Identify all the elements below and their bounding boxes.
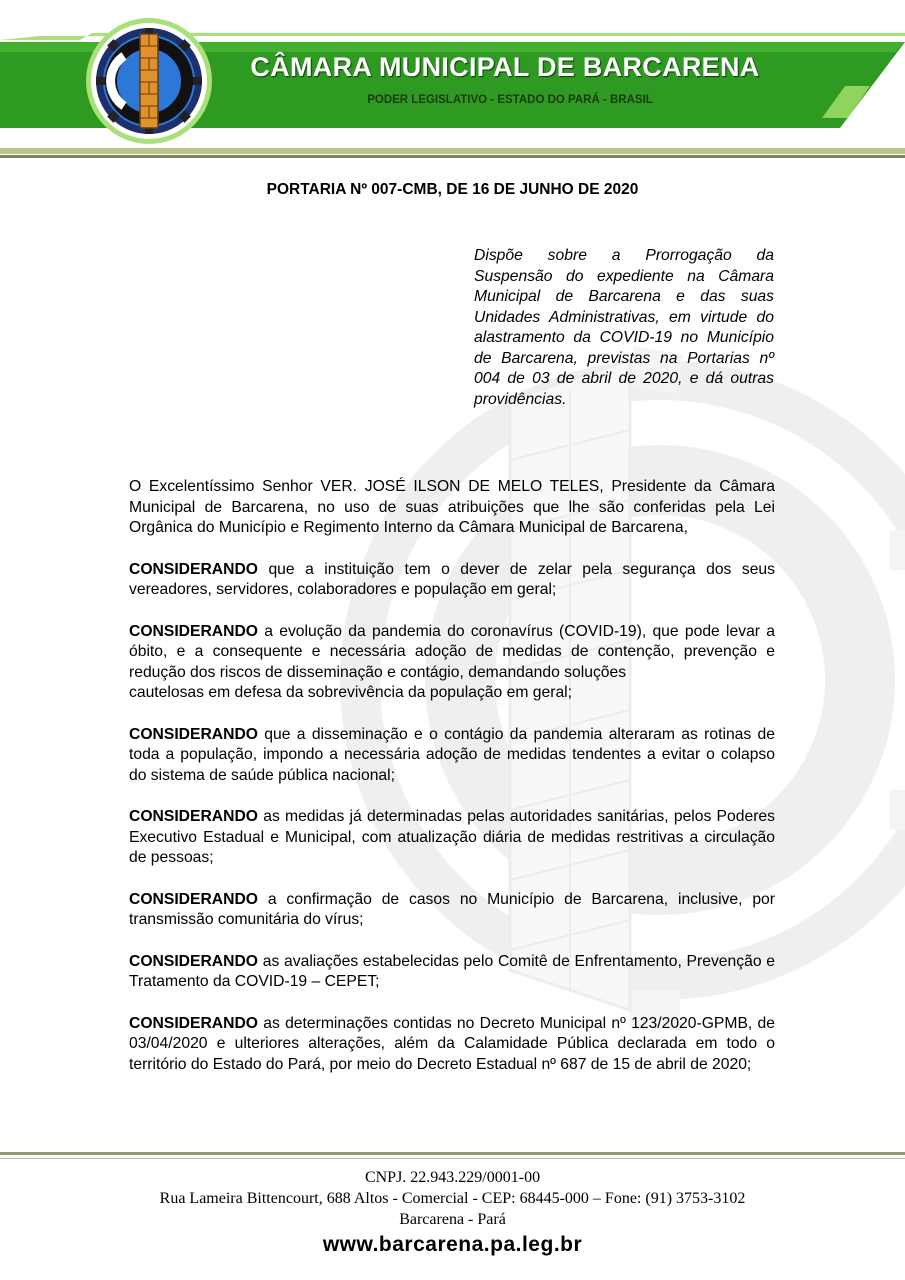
considerando-label: CONSIDERANDO <box>129 725 258 743</box>
footer-website-link[interactable]: www.barcarena.pa.leg.br <box>322 1233 583 1256</box>
considerando-text: as avaliações estabelecidas pelo Comitê de Enfrentamento, Prevenção e Tratamento da COVID-19 – CEPET; <box>129 952 775 990</box>
institution-subtitle: PODER LEGISLATIVO - ESTADO DO PARÁ - BRASIL <box>367 94 653 106</box>
footer-divider <box>0 1152 905 1155</box>
institution-title: CÂMARA MUNICIPAL DE BARCARENA <box>250 52 760 82</box>
document-body <box>129 477 775 1096</box>
footer-city: Barcarena - Pará <box>399 1211 506 1228</box>
considerando-continuation: cautelosas em defesa da sobrevivência da população em geral; <box>129 684 573 701</box>
footer-contact <box>0 1167 905 1230</box>
considerando-label: CONSIDERANDO <box>129 808 258 825</box>
considerando-paragraph <box>129 952 775 993</box>
considerando-label: CONSIDERANDO <box>129 560 258 578</box>
intro-paragraph: O Excelentíssimo Senhor VER. JOSÉ ILSON DE MELO TELES, Presidente da Câmara Municipal de Barcarena, no uso de suas atribuições que lhe são conferidas pela Lei Orgânica do Município e Regimento Interno da Câmara Municipal de Barcarena, <box>129 478 775 536</box>
considerando-text: que a instituição tem o dever de zelar pela segurança dos seus vereadores, servidores, colaboradores e população em geral; <box>129 560 775 598</box>
considerando-label: CONSIDERANDO <box>129 1014 258 1032</box>
considerando-text: a confirmação de casos no Município de Barcarena, inclusive, por transmissão comunitária do vírus; <box>129 890 775 928</box>
considerando-paragraph <box>129 890 775 931</box>
considerando-text: que a disseminação e o contágio da pandemia alteraram as rotinas de toda a população, impondo a necessária adoção de medidas tendentes a evitar o colapso do sistema de saúde pública nacional; <box>129 725 775 784</box>
portaria-title: PORTARIA Nº 007-CMB, DE 16 DE JUNHO DE 2020 <box>266 181 639 198</box>
considerando-label: CONSIDERANDO <box>129 890 258 908</box>
ementa-text: Dispõe sobre a Prorrogação da Suspensão do expediente na Câmara Municipal de Barcarena e das suas Unidades Administrativas, em virtude do alastramento da COVID-19 no Município de Barcarena, previstas na Portarias nº 004 de 03 de abril de 2020, e dá outras providências. <box>474 247 774 408</box>
considerando-paragraph <box>129 807 775 869</box>
considerando-text: a evolução da pandemia do coronavírus (COVID-19), que pode levar a óbito, e a consequente e necessária adoção de medidas de contenção, prevenção e redução dos riscos de disseminação e contágio, demandando soluções <box>129 622 775 681</box>
letterhead-header <box>0 0 905 165</box>
considerando-text: as determinações contidas no Decreto Municipal nº 123/2020-GPMB, de 03/04/2020 e ulteriores alterações, além da Calamidade Pública declarada em todo o território do Estado do Pará, por meio do Decreto Estadual nº 687 de 15 de abril de 2020; <box>129 1014 775 1073</box>
considerando-paragraph <box>129 725 775 787</box>
footer-address: Rua Lameira Bittencourt, 688 Altos - Comercial - CEP: 68445-000 – Fone: (91) 3753-3102 <box>159 1190 746 1207</box>
camara-logo-icon <box>84 16 214 146</box>
considerando-paragraph <box>129 1014 775 1076</box>
footer-cnpj: CNPJ. 22.943.229/0001-00 <box>364 1169 541 1186</box>
considerando-label: CONSIDERANDO <box>129 952 258 970</box>
considerando-paragraph <box>129 560 775 601</box>
considerando-text: as medidas já determinadas pelas autoridades sanitárias, pelos Poderes Executivo Estadual e Municipal, com atualização diária de medidas restritivas a circulação de pessoas; <box>129 808 775 866</box>
considerando-label: CONSIDERANDO <box>129 622 258 640</box>
considerando-paragraph <box>129 622 775 684</box>
footer-divider-thin <box>0 1158 905 1159</box>
